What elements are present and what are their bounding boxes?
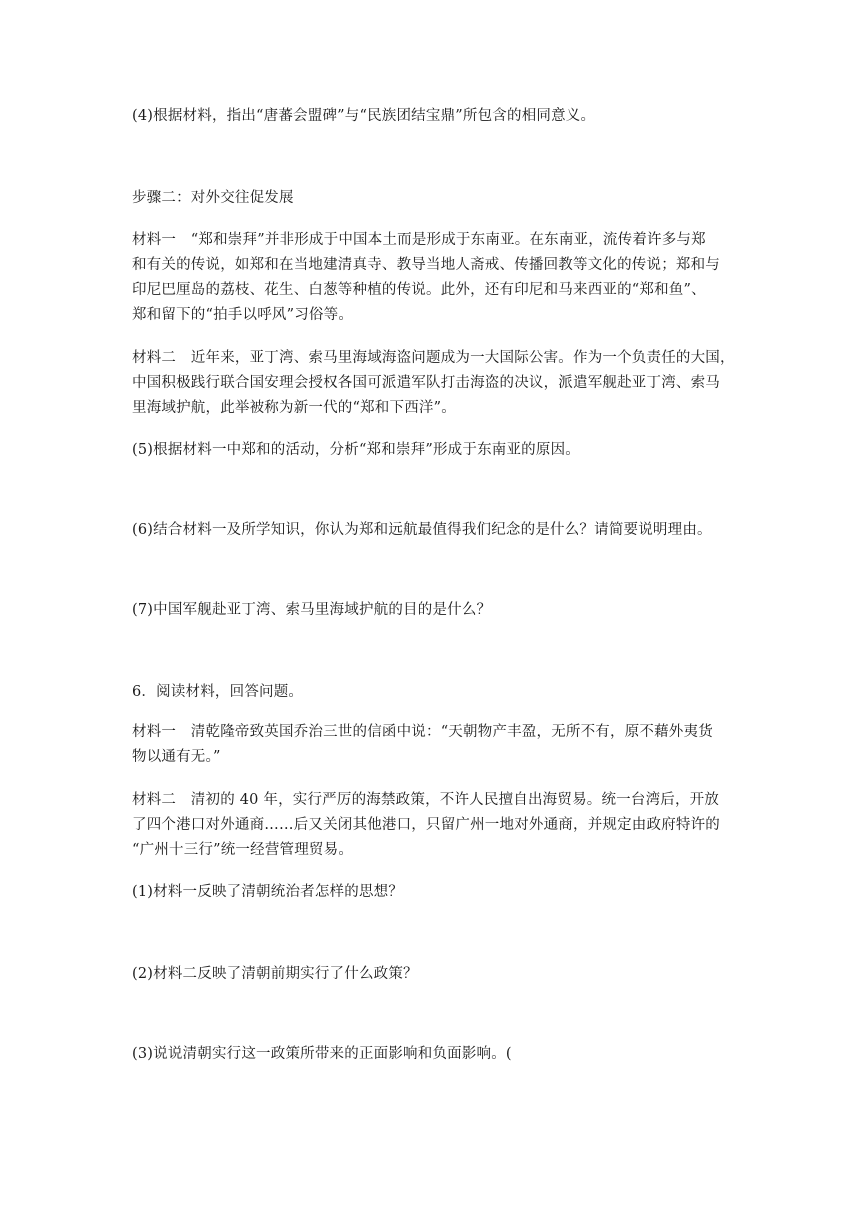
sub-question-3: (3)说说清朝实行这一政策所带来的正面影响和负面影响。( <box>132 1046 512 1062</box>
material-1-line: 郑和留下的“拍手以呼风”习俗等。 <box>132 307 354 323</box>
material-2-line: 材料二 近年来，亚丁湾、索马里海域海盗问题成为一大国际公害。作为一个负责任的大国， <box>132 350 735 366</box>
q6-material-1-line: 材料一 清乾隆帝致英国乔治三世的信函中说：“天朝物产丰盈，无所不有，原不藉外夷货 <box>132 724 713 740</box>
question-5: (5)根据材料一中郑和的活动，分析“郑和崇拜”形成于东南亚的原因。 <box>132 442 580 458</box>
q6-material-2-line: 了四个港口对外通商……后又关闭其他港口，只留广州一地对外通商，并规定由政府特许的 <box>132 817 720 833</box>
material-1-line: 印尼巴厘岛的荔枝、花生、白葱等种植的传说。此外，还有印尼和马来西亚的“郑和鱼”、 <box>132 282 706 298</box>
material-2-line: 中国积极践行联合国安理会授权各国可派遣军队打击海盗的决议，派遣军舰赴亚丁湾、索马 <box>132 375 720 391</box>
q6-material-2-line: 材料二 清初的 40 年，实行严厉的海禁政策，不许人民擅自出海贸易。统一台湾后，开放 <box>132 792 720 808</box>
question-4: (4)根据材料，指出“唐蕃会盟碑”与“民族团结宝鼎”所包含的相同意义。 <box>132 108 596 124</box>
question-7: (7)中国军舰赴亚丁湾、索马里海域护航的目的是什么？ <box>132 602 492 618</box>
step-2-title: 步骤二：对外交往促发展 <box>132 190 294 206</box>
sub-question-1: (1)材料一反映了清朝统治者怎样的思想？ <box>132 884 404 900</box>
material-2-line: 里海域护航，此举被称为新一代的“郑和下西洋”。 <box>132 400 456 416</box>
q6-material-1-line: 物以通有无。” <box>132 749 221 765</box>
question-6-main: 6．阅读材料，回答问题。 <box>132 684 304 700</box>
material-1-line: 材料一 “郑和崇拜”并非形成于中国本土而是形成于东南亚。在东南亚，流传着许多与郑 <box>132 232 706 248</box>
question-6: (6)结合材料一及所学知识，你认为郑和远航最值得我们纪念的是什么？请简要说明理由。 <box>132 522 712 538</box>
material-1-line: 和有关的传说，如郑和在当地建清真寺、教导当地人斋戒、传播回教等文化的传说；郑和与 <box>132 257 720 273</box>
sub-question-2: (2)材料二反映了清朝前期实行了什么政策？ <box>132 966 418 982</box>
q6-material-2-line: “广州十三行”统一经营管理贸易。 <box>132 842 354 858</box>
